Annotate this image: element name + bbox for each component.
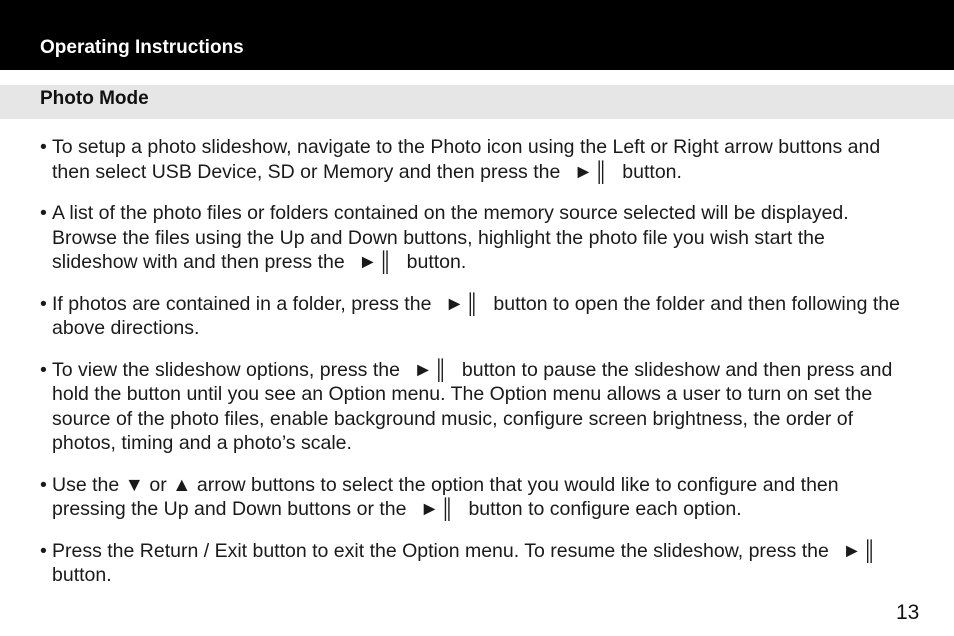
instruction-text: If photos are contained in a folder, press the [52,292,432,315]
instruction-text: To setup a photo slideshow, navigate to the Photo icon using the Left or Right arrow buttons and then select USB Device, SD or Memory and then press the [52,136,881,183]
bullet-marker: • [40,292,47,315]
header-bar [0,0,954,70]
instruction-item [40,292,915,341]
instruction-text: A list of the photo files or folders contained on the memory source selected will be displayed. Browse the files using the Up and Down buttons, highlight the photo file you wish start the slideshow with and then press the [52,202,849,273]
instruction-item [40,539,915,588]
play-pause-icon: ►║ [358,251,394,273]
instruction-text: button. [52,564,112,586]
play-pause-icon: ►║ [444,292,480,315]
instruction-item [40,358,915,456]
down-arrow-icon: ▼ [124,473,144,496]
instruction-list [40,135,915,605]
document-title: Operating Instructions [40,37,244,58]
play-pause-icon: ►║ [573,160,609,183]
play-pause-icon: ►║ [413,358,449,381]
instruction-text: button to pause the slideshow and then press and hold the button until you see an Option menu. The Option menu allows a user to turn on set the source of the photo files, enable background music, configure screen brightness, the order of photos, timing and a photo’s scale. [52,358,893,454]
instruction-text: To view the slideshow options, press the [52,358,400,381]
section-header-bar [0,85,954,119]
page-number: 13 [896,601,920,624]
bullet-marker: • [40,473,47,496]
bullet-marker: • [40,539,47,562]
instruction-text: button to configure each option. [468,498,742,520]
instruction-text: Use the [52,473,120,496]
bullet-marker: • [40,136,47,158]
instruction-text: button. [406,251,467,273]
instruction-text: Press the Return / Exit button to exit the Option menu. To resume the slideshow, press the [52,539,829,562]
instruction-text: arrow buttons to select the option that you would like to configure and then pressing the Up and Down buttons or the [52,473,839,520]
section-title: Photo Mode [40,88,149,109]
instruction-item [40,473,915,522]
play-pause-icon: ►║ [419,498,456,520]
instruction-item [40,135,915,184]
instruction-text: or [149,473,167,496]
instruction-item [40,201,915,275]
bullet-marker: • [40,358,47,381]
instruction-text: button. [622,160,682,183]
play-pause-icon: ►║ [842,539,878,562]
instruction-text: button to open the folder and then following the above directions. [52,292,900,339]
up-arrow-icon: ▲ [172,473,192,496]
bullet-marker: • [40,202,47,224]
